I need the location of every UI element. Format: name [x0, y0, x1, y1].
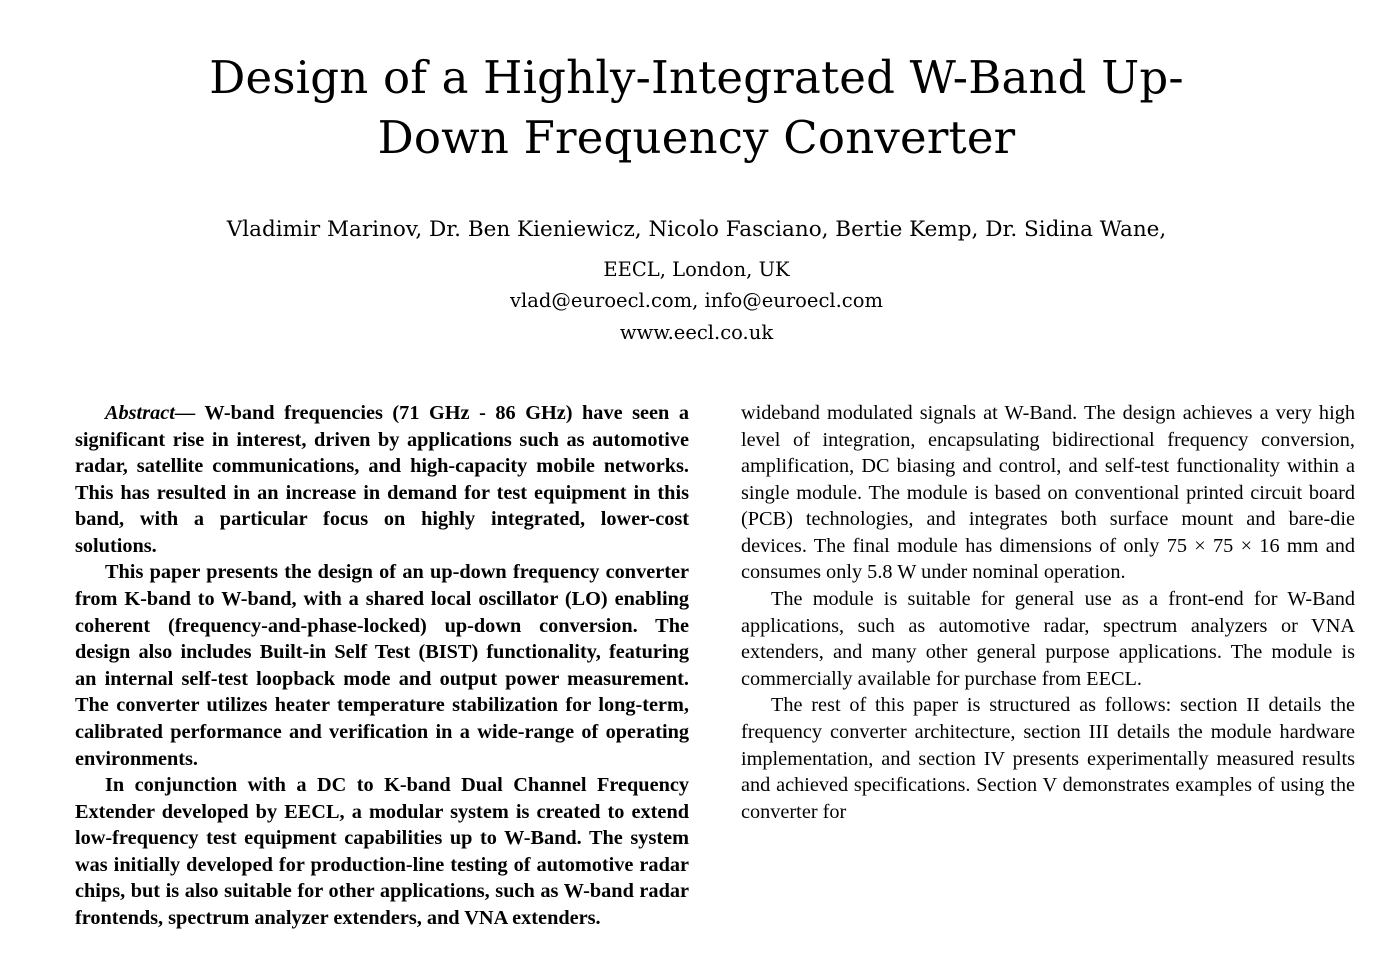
- email-line: vlad@euroecl.com, info@euroecl.com: [510, 289, 883, 313]
- abstract-text-1: W-band frequencies (71 GHz - 86 GHz) have seen a significant rise in interest, driven by applications such as automotive radar, satellite communications, and high-capacity mobile networks. This has resulted in an increase in demand for test equipment in this band, with a particular focus on highly integrated, lower-cost solutions.: [75, 402, 689, 557]
- abstract-paragraph-2: This paper presents the design of an up-down frequency converter from K-band to W-band, with a shared local oscillator (LO) enabling coherent (frequency-and-phase-locked) up-down conversion. The design also includes Built-in Self Test (BIST) functionality, featuring an internal self-test loopback mode and output power measurement. The converter utilizes heater temperature stabilization for long-term, calibrated performance and verification in a wide-range of operating environments.: [75, 561, 689, 770]
- body-paragraph-3: The rest of this paper is structured as follows: section II details the frequency converter architecture, section III details the module hardware implementation, and section IV presents experimentally measured results and achieved specifications. Section V demonstrates examples of using the converter for: [741, 694, 1355, 823]
- abstract-dash: —: [174, 402, 196, 424]
- body-column: [741, 400, 1355, 932]
- body-paragraph-2: The module is suitable for general use as a front-end for W-Band applications, such as automotive radar, spectrum analyzers or VNA extenders, and many other general purpose applications. The module is commercially available for purchase from EECL.: [741, 588, 1355, 690]
- abstract-column: [75, 400, 689, 932]
- author-list: Vladimir Marinov, Dr. Ben Kieniewicz, Nicolo Fasciano, Bertie Kemp, Dr. Sidina Wane,: [226, 216, 1167, 242]
- title-block: [0, 0, 1393, 347]
- affiliation-block: [0, 256, 1393, 347]
- website-line: www.eecl.co.uk: [619, 320, 774, 344]
- two-column-body: [75, 400, 1355, 932]
- abstract-paragraph-1: [75, 400, 689, 559]
- page-title: Design of a Highly-Integrated W-Band Up-Down Frequency Converter: [209, 51, 1184, 164]
- affiliation-line: EECL, London, UK: [603, 258, 790, 282]
- abstract-label: Abstract: [105, 402, 175, 424]
- abstract-paragraph-3: In conjunction with a DC to K-band Dual Channel Frequency Extender developed by EECL, a modular system is created to extend low-frequency test equipment capabilities up to W-Band. The system was initially developed for production-line testing of automotive radar chips, but is also suitable for other applications, such as W-band radar frontends, spectrum analyzer extenders, and VNA extenders.: [75, 774, 689, 929]
- body-paragraph-1: wideband modulated signals at W-Band. The design achieves a very high level of integration, encapsulating bidirectional frequency conversion, amplification, DC biasing and control, and self-test functionality within a single module. The module is based on conventional printed circuit board (PCB) technologies, and integrates both surface mount and bare-die devices. The final module has dimensions of only 75 × 75 × 16 mm and consumes only 5.8 W under nominal operation.: [741, 402, 1355, 584]
